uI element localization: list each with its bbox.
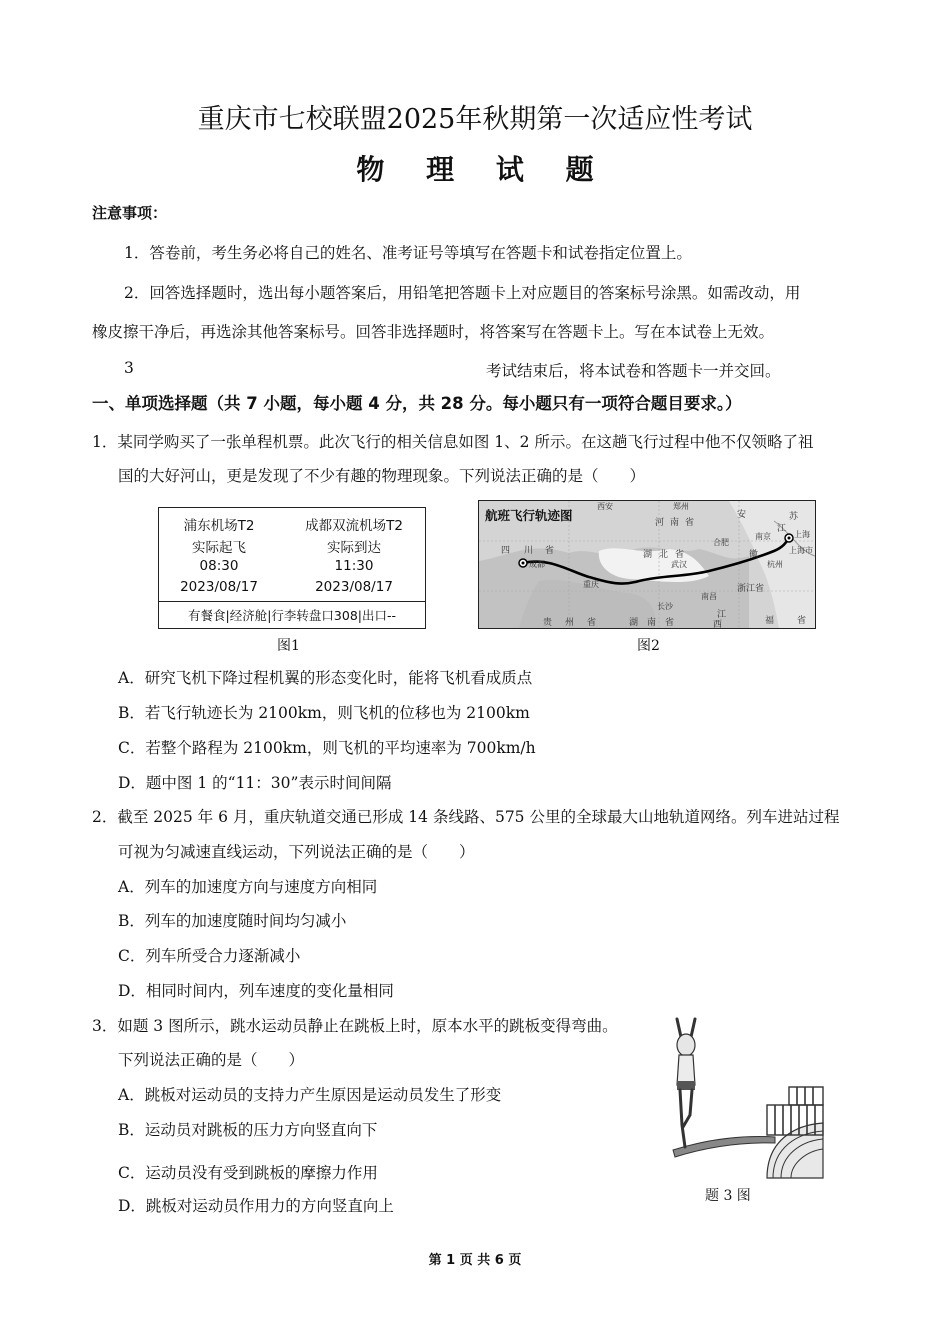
q2-stem-line-1: 2．截至 2025 年 6 月，重庆轨道交通已形成 14 条线路、575 公里的全球最大山地轨道网络。列车进站过程 [92, 808, 840, 826]
ticket-to-time: 11:30 [334, 558, 374, 574]
figure-1-ticket [158, 507, 426, 629]
map-label: 西安 [597, 502, 613, 511]
map-label: 安 [737, 510, 747, 520]
q3-option-d: D．跳板对运动员作用力的方向竖直向上 [118, 1197, 394, 1215]
note-item-2-line-1: 2．回答选择题时，选出每小题答案后，用铅笔把答题卡上对应题目的答案标号涂黑。如需改动，用 [124, 284, 801, 302]
map-label: 四 [501, 546, 511, 556]
map-label: 武汉 [671, 560, 687, 569]
ticket-to-status: 实际到达 [327, 540, 381, 556]
map-label: 南 [647, 618, 657, 628]
q2-stem-line-2: 可视为匀减速直线运动，下列说法正确的是（ ） [118, 843, 475, 861]
ticket-from-status: 实际起飞 [192, 540, 246, 556]
q1-option-b: B．若飞行轨迹长为 2100km，则飞机的位移也为 2100km [118, 704, 530, 722]
map-label: 上海 [794, 530, 810, 539]
map-label: 南京 [755, 532, 771, 541]
page-footer: 第 1 页 共 6 页 [428, 1253, 522, 1268]
map-label: 江 [717, 610, 727, 620]
map-label: 贵 [543, 618, 553, 628]
map-label: 西 [713, 620, 723, 629]
note-item-3-number: 3 [124, 359, 134, 377]
ticket-from-airport: 浦东机场T2 [183, 518, 255, 534]
figure-1-caption: 图1 [277, 638, 300, 654]
q1-stem-line-2: 国的大好河山，更是发现了不少有趣的物理现象。下列说法正确的是（ ） [118, 467, 646, 485]
q2-option-d: D．相同时间内，列车速度的变化量相同 [118, 982, 394, 1000]
map-label: 省 [587, 618, 597, 628]
ticket-to-date: 2023/08/17 [315, 579, 393, 595]
page-subtitle: 物 理 试 题 [356, 153, 610, 186]
section-heading: 一、单项选择题（共 7 小题，每小题 4 分，共 28 分。每小题只有一项符合题目要求。） [92, 394, 742, 413]
q3-option-c: C．运动员没有受到跳板的摩擦力作用 [118, 1164, 378, 1182]
map-label: 省 [797, 616, 807, 626]
figure-2-map [478, 500, 816, 629]
ticket-divider [159, 601, 425, 602]
map-label: 长沙 [657, 602, 673, 611]
map-label: 南昌 [701, 592, 717, 601]
q1-stem-line-1: 1．某同学购买了一张单程机票。此次飞行的相关信息如图 1、2 所示。在这趟飞行过程中他不仅领略了祖 [92, 433, 814, 451]
map-label: 上海市 [789, 546, 813, 555]
map-label: 福 [765, 616, 775, 626]
map-label: 省 [665, 618, 675, 628]
q1-option-c: C．若整个路程为 2100km，则飞机的平均速率为 700km/h [118, 739, 536, 757]
map-label: 苏 [789, 512, 799, 522]
map-label: 合肥 [713, 538, 729, 547]
map-label: 河南省 [655, 518, 701, 528]
map-label: 浙江省 [737, 584, 765, 594]
map-label: 川 [524, 546, 534, 556]
q3-option-a: A．跳板对运动员的支持力产生原因是运动员发生了形变 [118, 1086, 502, 1104]
map-label: 郑州 [673, 502, 689, 511]
note-item-3-text: 考试结束后，将本试卷和答题卡一并交回。 [486, 362, 781, 380]
q2-option-a: A．列车的加速度方向与速度方向相同 [118, 878, 378, 896]
q3-option-b: B．运动员对跳板的压力方向竖直向下 [118, 1121, 378, 1139]
map-label: 省 [545, 546, 555, 556]
note-item-1: 1．答卷前，考生务必将自己的姓名、准考证号等填写在答题卡和试卷指定位置上。 [124, 244, 692, 262]
q3-stem-line-2: 下列说法正确的是（ ） [118, 1051, 305, 1069]
ticket-from-date: 2023/08/17 [180, 579, 258, 595]
figure-3-diver-illustration [655, 1015, 830, 1180]
map-label: 成都 [529, 560, 545, 569]
q1-option-a: A．研究飞机下降过程机翼的形态变化时，能将飞机看成质点 [118, 669, 533, 687]
note-item-2-line-2: 橡皮擦干净后，再选涂其他答案标号。回答非选择题时，将答案写在答题卡上。写在本试卷上无效。 [92, 323, 775, 341]
ticket-to-airport: 成都双流机场T2 [305, 518, 403, 534]
figure-3-caption: 题 3 图 [705, 1188, 751, 1204]
ticket-from-time: 08:30 [199, 558, 239, 574]
q2-option-c: C．列车所受合力逐渐减小 [118, 947, 301, 965]
map-label: 杭州 [767, 560, 783, 569]
map-label: 徽 [749, 550, 759, 560]
map-label: 江 [777, 524, 787, 534]
q2-option-b: B．列车的加速度随时间均匀减小 [118, 912, 347, 930]
map-label: 省 [675, 550, 685, 560]
map-label: 湖 [643, 550, 653, 560]
map-label: 湖 [629, 618, 639, 628]
q3-stem-line-1: 3．如题 3 图所示，跳水运动员静止在跳板上时，原本水平的跳板变得弯曲。 [92, 1017, 618, 1035]
map-label: 州 [565, 618, 575, 628]
q1-option-d: D．题中图 1 的“11：30”表示时间间隔 [118, 774, 392, 792]
figure-2-caption: 图2 [637, 638, 660, 654]
notes-heading: 注意事项： [92, 204, 168, 222]
map-title: 航班飞行轨迹图 [485, 508, 573, 523]
page-title: 重庆市七校联盟2025年秋期第一次适应性考试 [197, 104, 753, 135]
ticket-footer: 有餐食|经济舱|行李转盘口308|出口-- [187, 608, 396, 623]
map-label: 重庆 [583, 580, 599, 589]
map-label: 北 [659, 550, 669, 560]
